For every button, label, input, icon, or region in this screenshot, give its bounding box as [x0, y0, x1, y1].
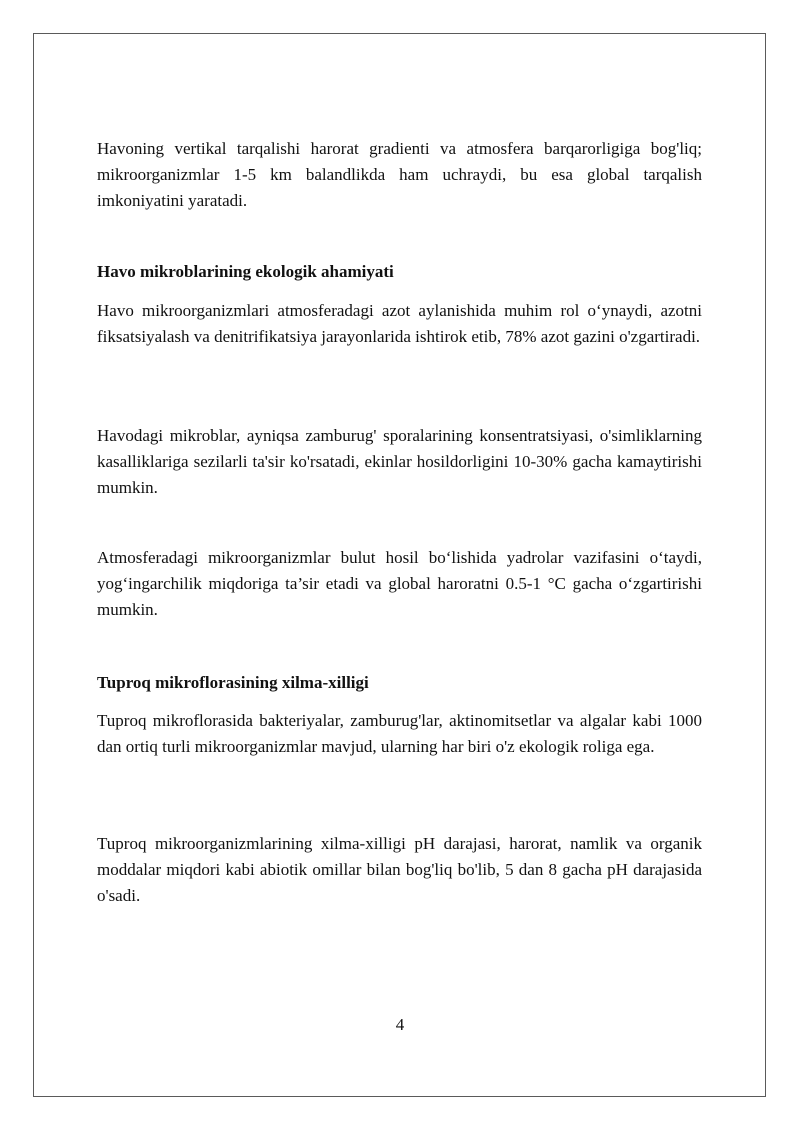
paragraph-nitrogen-cycle: Havo mikroorganizmlari atmosferadagi azot aylanishida muhim rol o‘ynaydi, azotni fiksatsiyalash va denitrifikatsiya jarayonlarida ishtirok etib, 78% azot gazini o'zgartiradi. — [97, 301, 702, 346]
paragraph-soil-diversity-factors: Tuproq mikroorganizmlarining xilma-xilligi pH darajasi, harorat, namlik va organik moddalar miqdori kabi abiotik omillar bilan bog'liq bo'lib, 5 dan 8 gacha pH darajasida o'sadi. — [97, 834, 702, 905]
paragraph-vertical-distribution: Havoning vertikal tarqalishi harorat gradienti va atmosfera barqarorligiga bog'liq; mikroorganizmlar 1-5 km balandlikda ham uchraydi, bu esa global tarqalish imkoniyatini yaratadi. — [97, 139, 702, 210]
page-number: 4 — [395, 1015, 405, 1034]
section-heading-air-microbes-ecology: Havo mikroblarining ekologik ahamiyati — [97, 262, 394, 281]
section-heading-soil-microflora: Tuproq mikroflorasining xilma-xilligi — [97, 673, 369, 692]
paragraph-fungal-spores: Havodagi mikroblar, ayniqsa zamburug' sporalarining konsentratsiyasi, o'simliklarning kasalliklariga sezilarli ta'sir ko'rsatadi, ekinlar hosildorligini 10-30% gacha kamaytirishi mumkin. — [97, 426, 702, 497]
paragraph-soil-microorganism-types: Tuproq mikroflorasida bakteriyalar, zamburug'lar, aktinomitsetlar va algalar kabi 1000 dan ortiq turli mikroorganizmlar mavjud, ularning har biri o'z ekologik roliga ega. — [97, 711, 702, 756]
paragraph-cloud-formation: Atmosferadagi mikroorganizmlar bulut hosil bo‘lishida yadrolar vazifasini o‘taydi, yog‘ingarchilik miqdoriga ta’sir etadi va global haroratni 0.5-1 °C gacha o‘zgartirishi mumkin. — [97, 548, 702, 619]
